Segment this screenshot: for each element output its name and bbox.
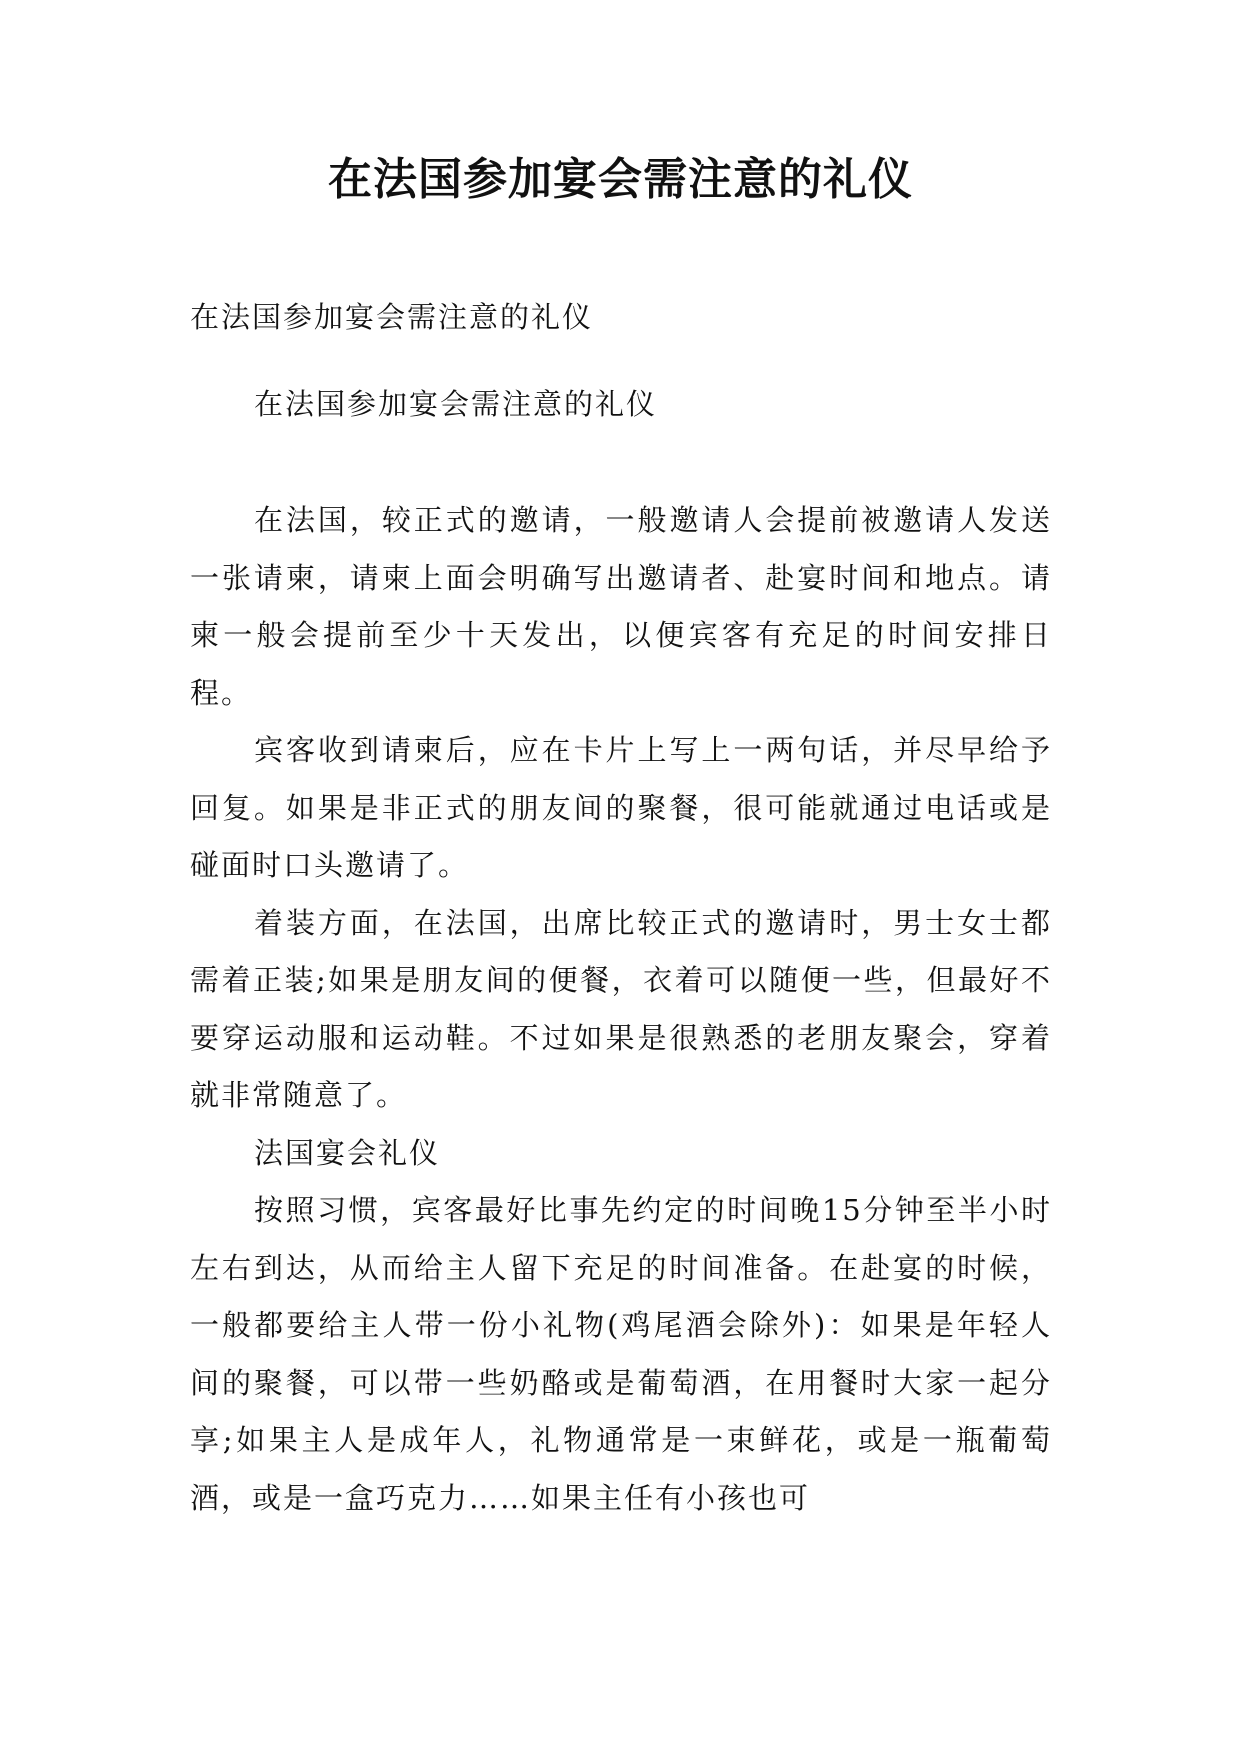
paragraph-heading-etiquette: 法国宴会礼仪 — [254, 1135, 441, 1170]
paragraph-arrival-gifts: 按照习惯，宾客最好比事先约定的时间晚15分钟至半小时左右到达，从而给主人留下充足的时间准备。在赴宴的时候，一般都要给主人带一份小礼物(鸡尾酒会除外)：如果是年轻人间的聚餐，可以带一些奶酪或是葡萄酒，在用餐时大家一起分享;如果主人是成年人，礼物通常是一束鲜花，或是一瓶葡萄酒，或是一盒巧克力……如果主任有小孩也可 — [190, 1193, 1052, 1515]
paragraph-dress-code: 着装方面，在法国，出席比较正式的邀请时，男士女士都需着正装;如果是朋友间的便餐，衣着可以随便一些，但最好不要穿运动服和运动鞋。不过如果是很熟悉的老朋友聚会，穿着就非常随意了。 — [190, 905, 1052, 1112]
document-body — [190, 289, 1052, 1527]
section-heading: 在法国参加宴会需注意的礼仪 — [254, 386, 658, 421]
paragraph-invitation: 在法国，较正式的邀请，一般邀请人会提前被邀请人发送一张请柬，请柬上面会明确写出邀请者、赴宴时间和地点。请柬一般会提前至少十天发出，以便宾客有充足的时间安排日程。 — [190, 503, 1052, 710]
paragraph-reply: 宾客收到请柬后，应在卡片上写上一两句话，并尽早给予回复。如果是非正式的朋友间的聚餐，很可能就通过电话或是碰面时口头邀请了。 — [190, 733, 1052, 882]
document-title: 在法国参加宴会需注意的礼仪 — [328, 154, 913, 205]
spacer — [190, 347, 1052, 376]
spacer — [190, 433, 1052, 492]
subtitle-line: 在法国参加宴会需注意的礼仪 — [190, 300, 594, 334]
